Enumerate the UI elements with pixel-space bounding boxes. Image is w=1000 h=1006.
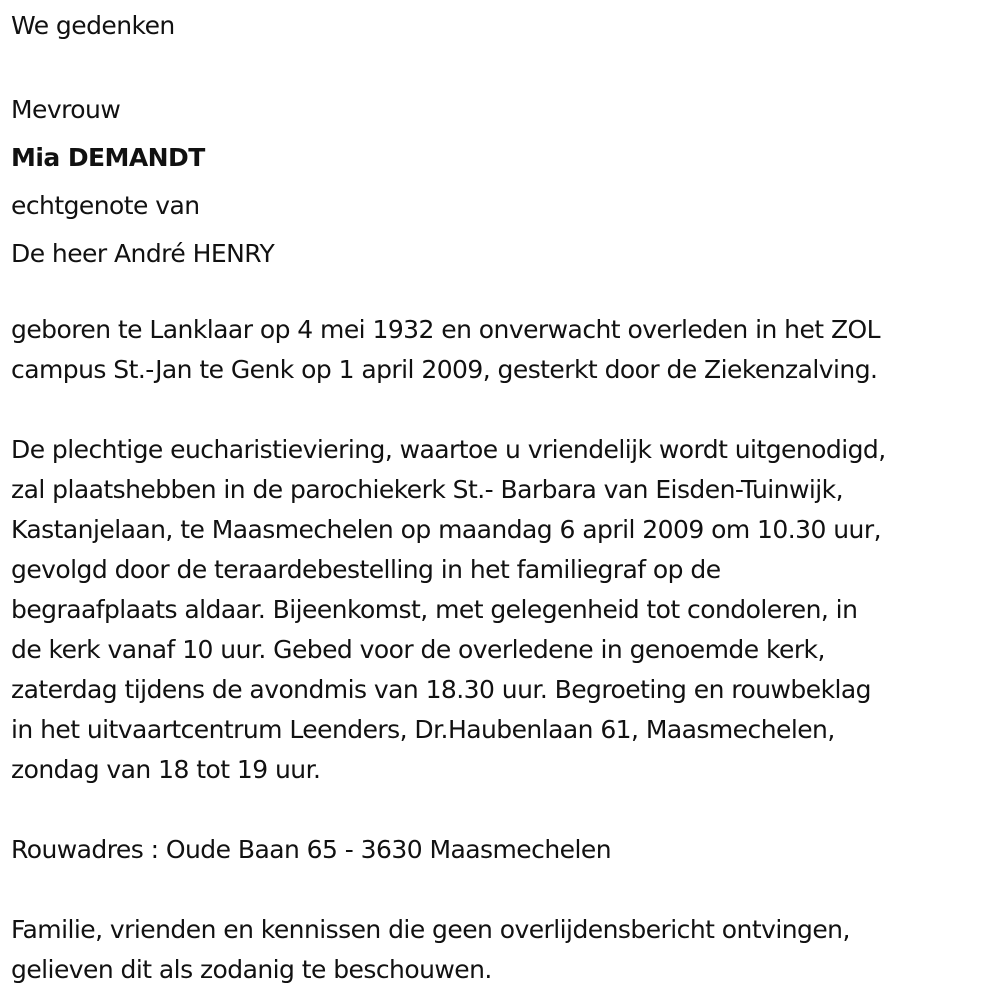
paragraph-line: gelieven dit als zodanig te beschouwen. — [11, 955, 492, 984]
paragraph-line: De plechtige eucharistieviering, waartoe u vriendelijk wordt uitgenodigd, — [11, 435, 886, 464]
intro-line — [11, 6, 175, 46]
relation-text: echtgenote van — [11, 191, 200, 220]
ceremony-paragraph — [11, 430, 886, 790]
paragraph-line: gevolgd door de teraardebestelling in het familiegraf op de — [11, 555, 721, 584]
paragraph-line: begraafplaats aldaar. Bijeenkomst, met gelegenheid tot condoleren, in — [11, 595, 858, 624]
paragraph-line: de kerk vanaf 10 uur. Gebed voor de overledene in genoemde kerk, — [11, 635, 825, 664]
paragraph-line: in het uitvaartcentrum Leenders, Dr.Haubenlaan 61, Maasmechelen, — [11, 715, 835, 744]
paragraph-line: geboren te Lanklaar op 4 mei 1932 en onverwacht overleden in het ZOL — [11, 315, 881, 344]
closing-paragraph — [11, 910, 850, 990]
birth-death-paragraph — [11, 310, 880, 390]
paragraph-line: zondag van 18 tot 19 uur. — [11, 755, 321, 784]
intro-text: We gedenken — [11, 11, 175, 40]
paragraph-line: Familie, vrienden en kennissen die geen overlijdensbericht ontvingen, — [11, 915, 850, 944]
spouse-name: De heer André HENRY — [11, 239, 275, 268]
honorific: Mevrouw — [11, 95, 121, 124]
paragraph-line: Kastanjelaan, te Maasmechelen op maandag 6 april 2009 om 10.30 uur, — [11, 515, 881, 544]
deceased-name: Mia DEMANDT — [11, 143, 205, 172]
paragraph-line: zaterdag tijdens de avondmis van 18.30 uur. Begroeting en rouwbeklag — [11, 675, 871, 704]
paragraph-line: zal plaatshebben in de parochiekerk St.- Barbara van Eisden-Tuinwijk, — [11, 475, 843, 504]
address-paragraph — [11, 830, 611, 870]
mourning-address: Rouwadres : Oude Baan 65 - 3630 Maasmechelen — [11, 835, 611, 864]
deceased-block — [11, 86, 274, 278]
paragraph-line: campus St.-Jan te Genk op 1 april 2009, gesterkt door de Ziekenzalving. — [11, 355, 878, 384]
